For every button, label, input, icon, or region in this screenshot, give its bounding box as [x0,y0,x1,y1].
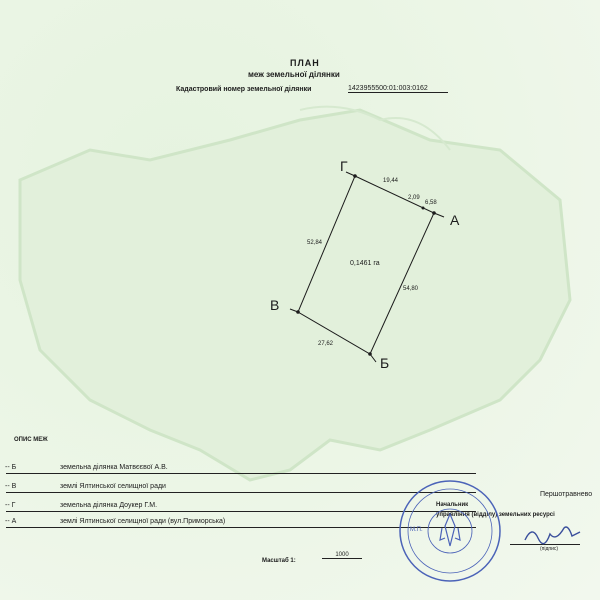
description-code: -- Г [5,502,16,509]
length-top: 19,44 [383,178,399,184]
plot-area: 0,1461 га [350,260,380,267]
corner-label-b: Б [380,355,390,371]
description-row [0,462,600,476]
description-code: -- А [5,518,17,525]
description-text: земельна ділянка Матвєєвої А.В. [60,464,168,471]
corner-label-a: А [450,212,460,228]
corner-label-g: Г [340,158,348,174]
corner-label-v: В [270,297,280,313]
description-code: -- В [5,483,17,490]
description-heading: ОПИС МЕЖ [14,437,48,443]
corner-dot-a [432,211,436,215]
length-bottom: 27,62 [318,341,334,347]
role-line-1: Начальник [436,502,469,508]
scale-label: Масштаб 1: [262,558,296,564]
stamp-mark: М.П. [410,527,423,533]
length-right: 54,80 [403,286,419,292]
description-text: землі Ялтинської селищної ради (вул.Приморська) [60,518,226,525]
description-row [0,516,600,530]
cadastral-label: Кадастровий номер земельної ділянки [176,86,312,93]
length-left: 52,84 [307,240,323,246]
signature-caption: (підпис) [540,546,559,552]
description-text: земельна ділянка Доукер Г.М. [60,502,158,509]
corner-dot-v [296,310,300,314]
role-line-2: управління (відділу) земельних ресурсі [436,512,555,518]
page-title: ПЛАН [290,58,320,68]
scale-value: 1000 [322,552,362,559]
cadastral-number: 1423955500:01:003:0162 [348,85,448,93]
org-name: Першотравнево [540,491,593,498]
length-top-short: 2,09 [408,195,420,201]
signature-scribble [520,520,590,550]
description-code: -- Б [5,464,17,471]
page-subtitle: меж земельної ділянки [248,70,340,79]
corner-dot-mid [422,207,425,210]
description-row [0,481,600,495]
corner-dot-b [368,352,372,356]
description-text: землі Ялтинської селищної ради [60,483,166,490]
corner-dot-g [353,174,357,178]
length-right-short: 6,58 [425,200,437,206]
